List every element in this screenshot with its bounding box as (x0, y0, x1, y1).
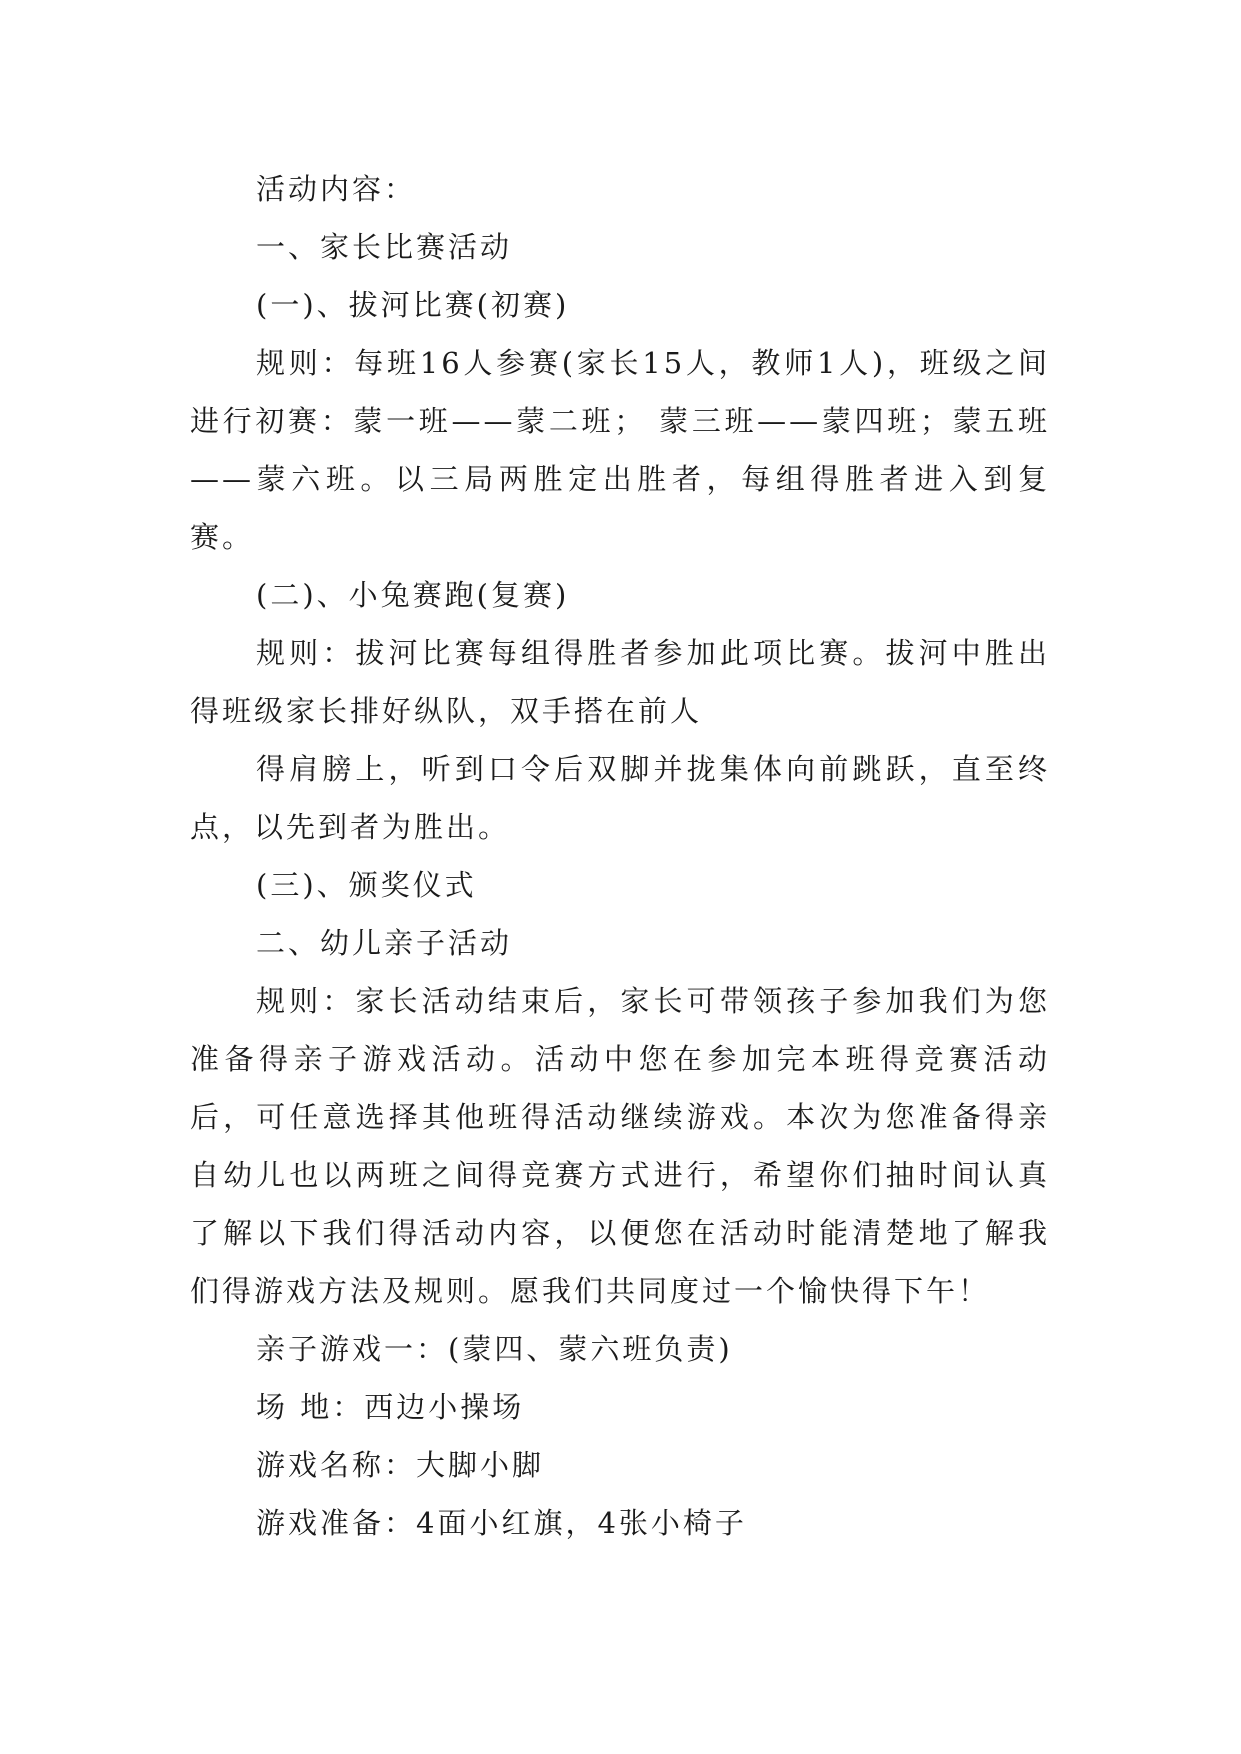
document-body (190, 160, 1050, 1552)
subheading-award-ceremony: (三)、颁奖仪式 (256, 868, 477, 902)
paragraph-tug-of-war-rules: 规则：每班16人参赛(家长15人，教师1人)，班级之间进行初赛：蒙一班——蒙二班； 蒙三班——蒙四班；蒙五班——蒙六班。以三局两胜定出胜者，每组得胜者进入到复赛。 (190, 346, 1050, 554)
paragraph-bunny-race-rules-continued: 得肩膀上，听到口令后双脚并拢集体向前跳跃，直至终点，以先到者为胜出。 (190, 752, 1050, 844)
paragraph-child-activity-rules: 规则：家长活动结束后，家长可带领孩子参加我们为您准备得亲子游戏活动。活动中您在参加完本班得竞赛活动后，可任意选择其他班得活动继续游戏。本次为您准备得亲自幼儿也以两班之间得竞赛方式进行，希望你们抽时间认真了解以下我们得活动内容，以便您在活动时能清楚地了解我们得游戏方法及规则。愿我们共同度过一个愉快得下午！ (190, 984, 1050, 1308)
paragraph-game-venue: 场 地：西边小操场 (256, 1390, 525, 1424)
subheading-tug-of-war: (一)、拔河比赛(初赛) (256, 288, 570, 322)
paragraph-bunny-race-rules: 规则：拔河比赛每组得胜者参加此项比赛。拔河中胜出得班级家长排好纵队，双手搭在前人 (190, 636, 1050, 728)
subheading-bunny-race: (二)、小兔赛跑(复赛) (256, 578, 570, 612)
section-heading-activity-content: 活动内容： (256, 172, 417, 206)
section-heading-parent-competition: 一、家长比赛活动 (256, 230, 513, 264)
section-heading-child-activity: 二、幼儿亲子活动 (256, 926, 513, 960)
paragraph-game-name: 游戏名称：大脚小脚 (256, 1448, 545, 1482)
subheading-game-one: 亲子游戏一：(蒙四、蒙六班负责) (256, 1332, 733, 1366)
paragraph-game-preparation: 游戏准备：4面小红旗，4张小椅子 (256, 1506, 747, 1540)
